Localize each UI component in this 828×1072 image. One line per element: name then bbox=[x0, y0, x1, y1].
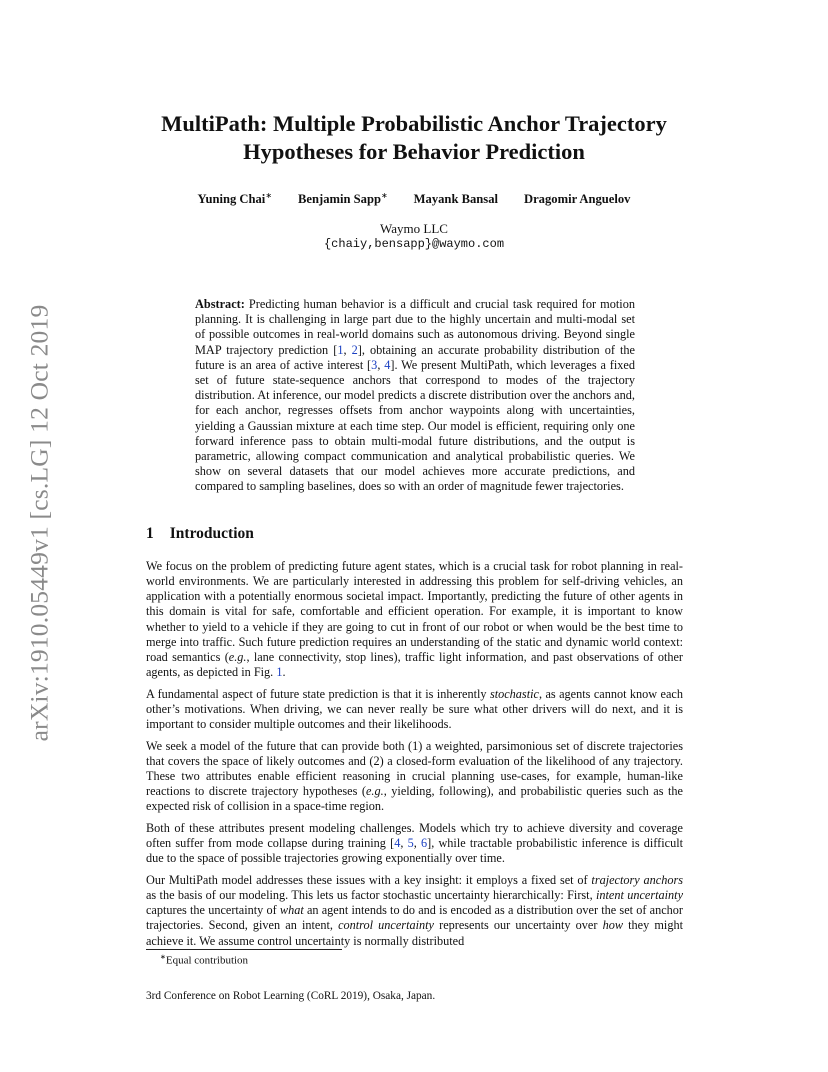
paragraph: Both of these attributes present modeling challenges. Models which try to achieve diversity and coverage often suffer from mode collapse during training [4, 5, 6], while tractable probabilistic inference is difficult due to the space of possible trajectories growing exponentially over time. bbox=[146, 821, 684, 866]
citation-link[interactable]: 4 bbox=[394, 836, 401, 851]
citation-link[interactable]: 3 bbox=[371, 357, 378, 372]
section-title: Introduction bbox=[169, 525, 254, 542]
affiliation: Waymo LLC bbox=[380, 221, 448, 236]
author: Benjamin Sapp∗ bbox=[298, 191, 388, 207]
paragraph: Our MultiPath model addresses these issues with a key insight: it employs a fixed set of trajectory anchors as the basis of our modeling. This lets us factor stochastic uncertainty hierarchically: First, intent uncertainty captures the uncertainty of what an agent intends to do and is encoded as a distribution over the set of anchor trajectories. Second, given an intent, control uncertainty represents our uncertainty over how they might achieve it. We assume control uncertainty is normally distributed bbox=[146, 872, 684, 948]
introduction-body bbox=[146, 559, 683, 955]
paragraph: We focus on the problem of predicting future agent states, which is a crucial task for robot planning in real-world environments. We are particularly interested in addressing this problem for self-driving vehicles, an application with a potentially enormous societal impact. Importantly, predicting the future of other agents in this domain is vital for safe, comfortable and efficient operation. For example, it is important to know whether to yield to a vehicle if they are going to cut in front of our robot or when would be the best time to merge into traffic. Such future prediction requires an understanding of the static and dynamic world context: road semantics (e.g., lane connectivity, stop lines), traffic light information, and past observations of other agents, as depicted in Fig. 1. bbox=[146, 559, 683, 680]
citation-link[interactable]: 6 bbox=[421, 836, 428, 851]
author: Dragomir Anguelov bbox=[524, 192, 631, 207]
citation-link[interactable]: 4 bbox=[384, 357, 391, 372]
citation-link[interactable]: 5 bbox=[407, 836, 414, 851]
title-line-1: MultiPath: Multiple Probabilistic Anchor Trajectory bbox=[161, 111, 667, 136]
title-line-2: Hypotheses for Behavior Prediction bbox=[243, 139, 585, 164]
section-number: 1 bbox=[146, 525, 154, 542]
footnote: ∗Equal contribution bbox=[160, 953, 249, 967]
author: Yuning Chai∗ bbox=[197, 191, 273, 207]
abstract: Abstract: Predicting human behavior is a difficult and crucial task required for motion planning. It is challenging in large part due to the highly uncertain and multi-modal set of possible outcomes in real-world domains such as autonomous driving. Beyond single MAP trajectory prediction [1, 2], obtaining an accurate probability distribution of the future is an area of active interest [3, 4]. We present MultiPath, which leverages a fixed set of future state-sequence anchors that correspond to modes of the trajectory distribution. At inference, our model predicts a discrete distribution over the anchors and, for each anchor, regresses offsets from anchor waypoints along with uncertainties, yielding a Gaussian mixture at each time step. Our model is efficient, requiring only one forward inference pass to obtain multi-modal future distributions, and the output is parametric, allowing compact communication and analytical probabilistic queries. We show on several datasets that our model achieves more accurate predictions, and compared to sampling baselines, does so with an order of magnitude fewer trajectories. bbox=[195, 297, 636, 494]
section-heading bbox=[146, 525, 254, 543]
venue-footer: 3rd Conference on Robot Learning (CoRL 2019), Osaka, Japan. bbox=[146, 990, 436, 1002]
footnote-divider bbox=[146, 949, 342, 950]
author-email: {chaiy,bensapp}@waymo.com bbox=[323, 237, 505, 251]
citation-link[interactable]: 1 bbox=[337, 342, 344, 357]
author-list bbox=[100, 191, 728, 207]
paragraph: A fundamental aspect of future state prediction is that it is inherently stochastic, as agents cannot know each other’s motivations. When driving, we can never really be sure what other drivers will do next, and it is important to consider multiple outcomes and their likelihoods. bbox=[146, 686, 683, 732]
figure-link[interactable]: 1 bbox=[276, 665, 283, 680]
arxiv-stamp bbox=[24, 288, 54, 758]
paper-title bbox=[100, 110, 728, 166]
author: Mayank Bansal bbox=[413, 192, 498, 207]
arxiv-id: arXiv:1910.05449v1 [cs.LG] 12 Oct 2019 bbox=[24, 304, 53, 742]
paragraph: We seek a model of the future that can provide both (1) a weighted, parsimonious set of discrete trajectories that covers the space of likely outcomes and (2) a closed-form evaluation of the likelihood of any trajectory. These two attributes enable efficient reasoning in crucial planning use-cases, for example, human-like reactions to discrete trajectory hypotheses (e.g., yielding, following), and probabilistic queries such as the expected risk of collision in a space-time region. bbox=[146, 738, 683, 814]
citation-link[interactable]: 2 bbox=[351, 342, 358, 357]
abstract-label: Abstract: bbox=[195, 297, 245, 311]
